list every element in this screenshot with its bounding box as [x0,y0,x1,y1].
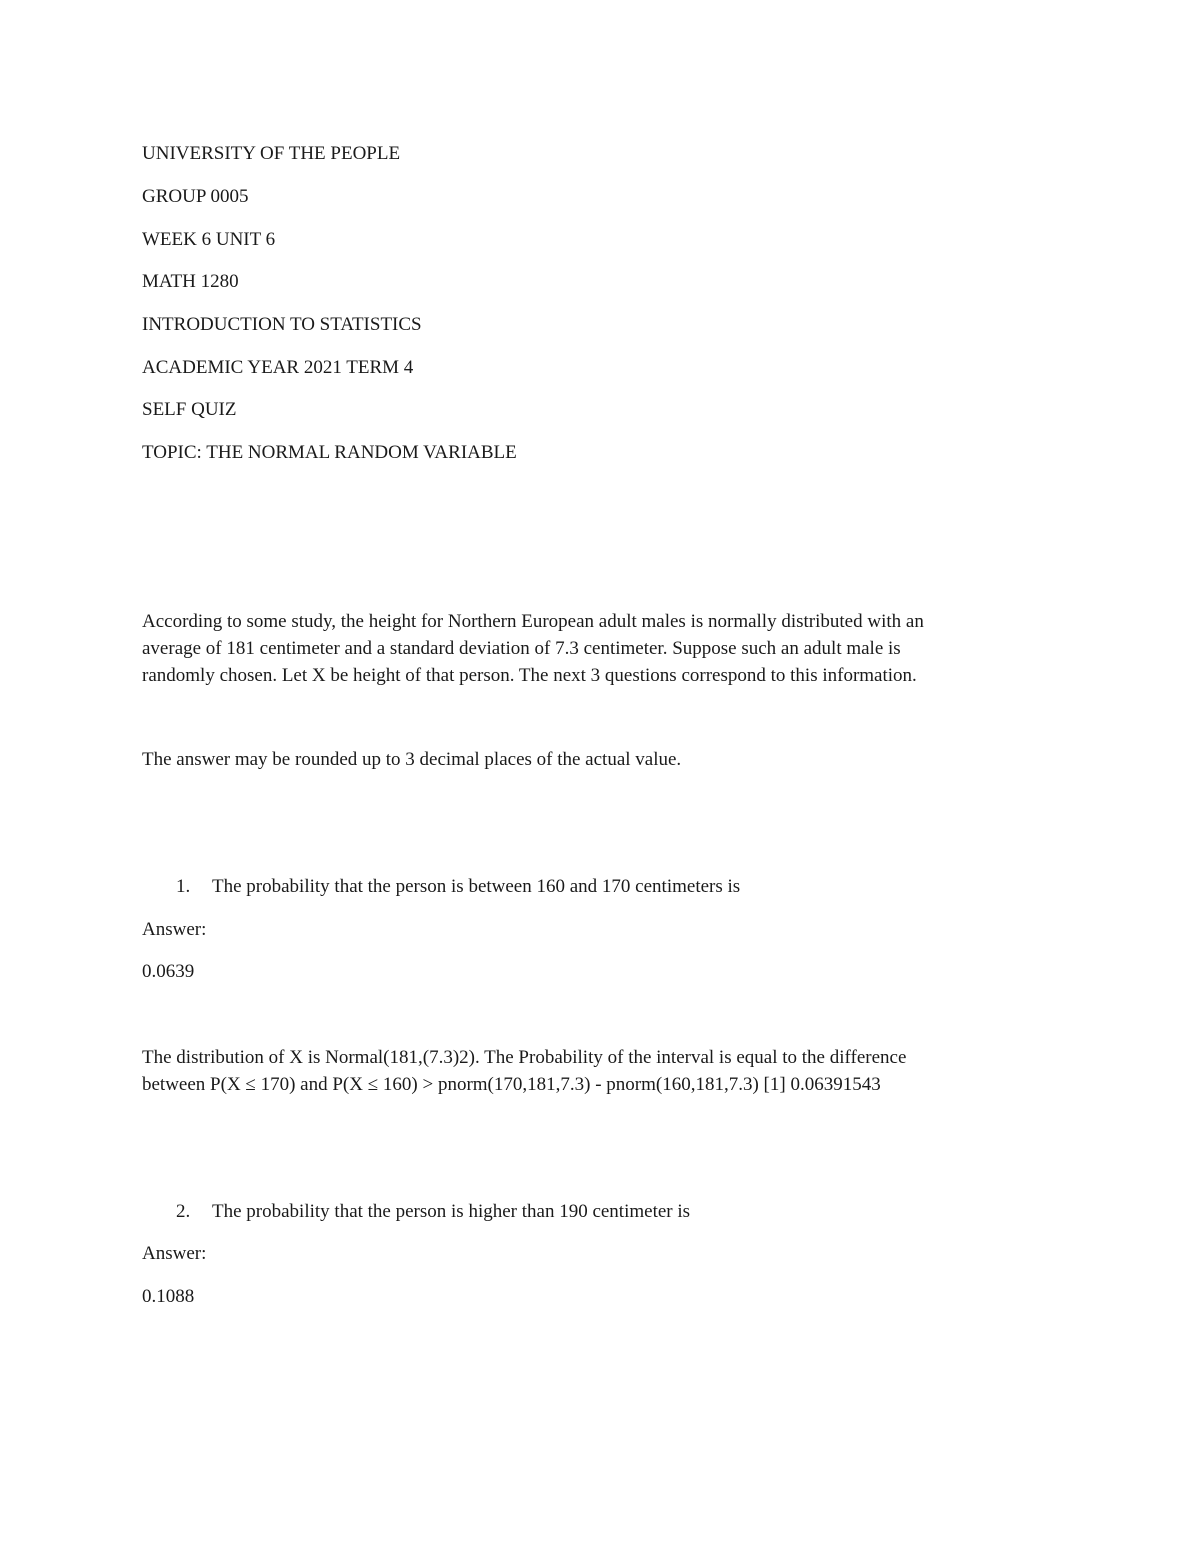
question-number: 2. [176,1201,191,1222]
intro-line: According to some study, the height for Northern European adult males is normally distributed with an [142,611,924,632]
group-number: GROUP 0005 [142,186,249,207]
answer-label: Answer: [142,919,207,940]
rounding-note: The answer may be rounded up to 3 decimal places of the actual value. [142,749,682,770]
week-unit: WEEK 6 UNIT 6 [142,229,276,250]
answer-label: Answer: [142,1243,207,1264]
question-text: The probability that the person is between 160 and 170 centimeters is [212,876,741,897]
intro-paragraph [142,608,1042,689]
intro-line: randomly chosen. Let X be height of that person. The next 3 questions correspond to this information. [142,665,917,686]
assignment-title: SELF QUIZ [142,399,237,420]
answer-value: 0.1088 [142,1286,195,1307]
question-number: 1. [176,876,191,897]
answer-value: 0.0639 [142,961,195,982]
explanation-line: between P(X ≤ 170) and P(X ≤ 160) > pnorm(170,181,7.3) - pnorm(160,181,7.3) [1] 0.06391543 [142,1074,881,1095]
question-2 [176,1198,690,1225]
question-1 [176,873,740,900]
course-code: MATH 1280 [142,271,239,292]
topic-title: TOPIC: THE NORMAL RANDOM VARIABLE [142,442,517,463]
university-name: UNIVERSITY OF THE PEOPLE [142,143,401,164]
course-name: INTRODUCTION TO STATISTICS [142,314,422,335]
intro-line: average of 181 centimeter and a standard deviation of 7.3 centimeter. Suppose such an adult male is [142,638,901,659]
explanation-paragraph [142,1044,1042,1098]
academic-year: ACADEMIC YEAR 2021 TERM 4 [142,357,414,378]
explanation-line: The distribution of X is Normal(181,(7.3)2). The Probability of the interval is equal to the difference [142,1047,907,1068]
question-text: The probability that the person is higher than 190 centimeter is [212,1201,691,1222]
